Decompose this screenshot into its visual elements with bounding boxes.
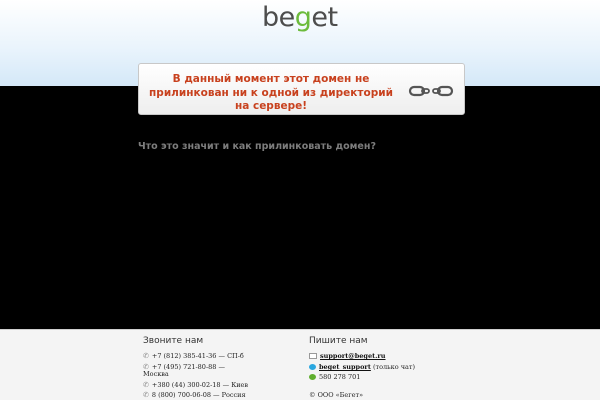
icq-icon <box>309 374 316 380</box>
envelope-icon <box>309 353 317 359</box>
beget-logo[interactable] <box>262 2 338 38</box>
logo-suffix: et <box>311 2 338 33</box>
skype-icon <box>309 364 316 370</box>
phone-kiev: ✆ +380 (44) 300-02-18 — Киев <box>143 381 249 389</box>
footer <box>0 329 600 400</box>
phone-icon: ✆ <box>143 381 149 389</box>
skype-row: beget_support (только чат) <box>309 364 415 372</box>
broken-link-icon <box>408 82 454 100</box>
phone-icon: ✆ <box>143 352 149 360</box>
logo-prefix: be <box>262 2 295 33</box>
phone-icon: ✆ <box>143 363 149 371</box>
phone-icon: ✆ <box>143 391 149 399</box>
email-row <box>309 353 386 361</box>
logo-g: g <box>294 2 312 33</box>
write-title: Пишите нам <box>309 336 368 346</box>
help-question-link[interactable]: Что это значит и как прилинковать домен? <box>138 141 376 152</box>
skype-link[interactable]: beget_support <box>319 363 371 371</box>
phone-msk: ✆ +7 (495) 721-80-88 — <box>143 363 225 371</box>
icq-row: 580 278 701 <box>309 374 360 382</box>
phone-msk-city: Москва <box>143 370 169 378</box>
copyright: © ООО «Бегет» <box>309 391 364 399</box>
call-title: Звоните нам <box>143 336 204 346</box>
phone-russia: ✆ 8 (800) 700-06-08 — Россия <box>143 391 246 399</box>
notice-text: В данный момент этот домен не прилинкован ни к одной из директорий на сервере! <box>149 73 393 112</box>
email-link[interactable]: support@beget.ru <box>320 352 386 360</box>
phone-spb: ✆ +7 (812) 385-41-36 — СП-б <box>143 352 244 360</box>
